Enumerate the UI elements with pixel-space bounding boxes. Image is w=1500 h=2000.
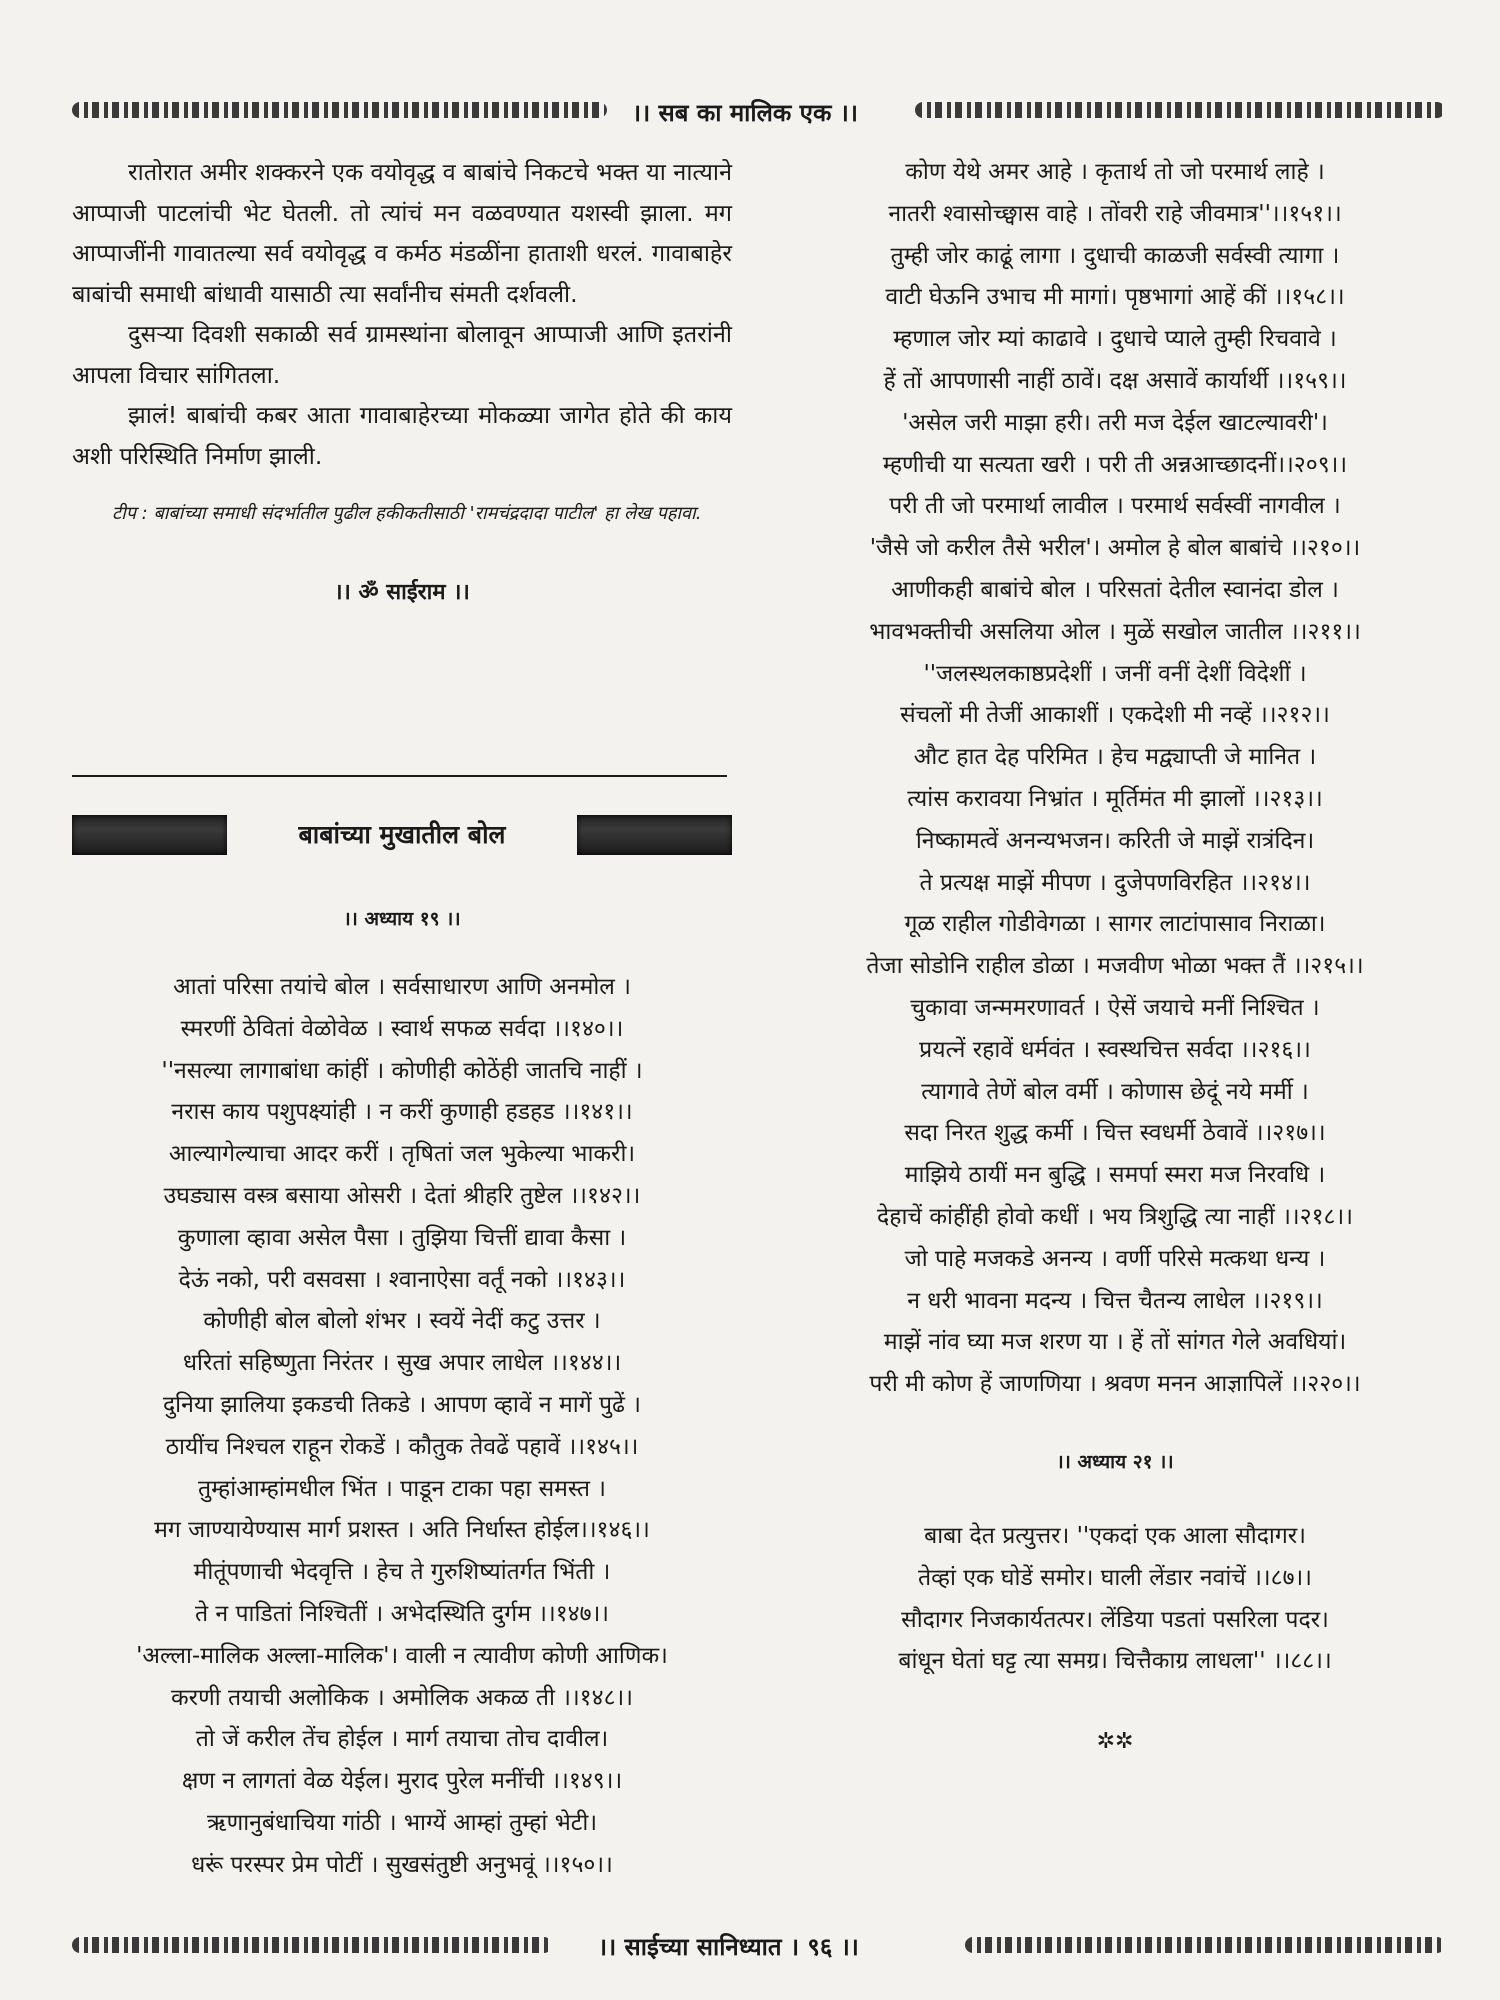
verse-line: आतां परिसा तयांचे बोल । सर्वसाधारण आणि अनमोल । xyxy=(173,974,631,1000)
verse-line: मीतूंपणाची भेदवृत्ति । हेच ते गुरुशिष्यांतर्गत भिंती । xyxy=(193,1559,611,1586)
verse-line: ''जलस्थलकाष्ठप्रदेशीं । जनीं वनीं देशीं विदेशीं । xyxy=(923,660,1307,687)
banner-bar-left xyxy=(72,815,227,855)
verse-line: ते प्रत्यक्ष माझें मीपण । दुजेपणविरहित ।।२१४।। xyxy=(919,869,1311,896)
om-sairam: ।। ॐ साईराम ।। xyxy=(334,580,470,605)
verse-line: देऊं नको, परी वसवसा । श्वानाऐसा वर्तूं नको ।।१४३।। xyxy=(178,1266,626,1293)
verse-line: कोण येथे अमर आहे । कृतार्थ तो जो परमार्थ लाहे । xyxy=(905,159,1325,185)
footnote: टीप : बाबांच्या समाधी संदर्भातील पुढील हकीकतीसाठी 'रामचंद्रदादा पाटील' हा लेख पहावा. xyxy=(112,503,702,524)
verse-line: म्हणाल जोर म्यां काढावे । दुधाचे प्याले तुम्ही रिचवावे । xyxy=(893,326,1337,353)
footer-border-right xyxy=(965,1937,1445,1953)
verse-line: धरितां सहिष्णुता निरंतर । सुख अपार लाधेल ।।१४४।। xyxy=(182,1350,622,1377)
verse-line: उघड्यास वस्त्र बसाया ओसरी । देतां श्रीहरि तुष्टेल ।।१४२।। xyxy=(163,1182,641,1209)
verse-line: आणीकही बाबांचे बोल । परिसतां देतील स्वानंदा डोल । xyxy=(891,576,1339,603)
verse-line: माझिये ठायीं मन बुद्धि । समर्पा स्मरा मज निरवधि । xyxy=(904,1162,1326,1189)
verse-line: 'असेल जरी माझा हरी। तरी मज देईल खाटल्यावरी'। xyxy=(902,409,1328,436)
verse-line: कोणीही बोल बोलो शंभर । स्वयें नेदीं कटु उत्तर । xyxy=(203,1308,601,1335)
verse-line: न धरी भावना मदन्य । चित्त चैतन्य लाधेल ।।२१९।। xyxy=(907,1287,1323,1314)
verse-line: स्मरणीं ठेवितां वेळोवेळ । स्वार्थ सफळ सर्वदा ।।१४०।। xyxy=(180,1015,624,1042)
paragraph: दुसऱ्या दिवशी सकाळी सर्व ग्रामस्थांना बोलावून आप्पाजी आणि इतरांनी आपला विचार सांगितला. xyxy=(72,320,732,389)
verse-line: औट हात देह परिमित । हेच मद्व्याप्ती जे मानित । xyxy=(913,744,1317,771)
left-column xyxy=(72,152,732,606)
verse-line: ''नसल्या लागाबांधा कांहीं । कोणीही कोठेंही जातचि नाहीं । xyxy=(161,1057,643,1084)
chapter-heading: ।। अध्याय २१ ।। xyxy=(1056,1450,1174,1473)
right-column xyxy=(790,152,1440,1754)
verse-line: परी ती जो परमार्था लावील । परमार्थ सर्वस्वीं नागवील । xyxy=(889,493,1341,520)
header-title: ।। सब का मालिक एक ।। xyxy=(632,99,858,127)
verse-line: बाबा देत प्रत्युत्तर। ''एकदां एक आला सौदागर। xyxy=(924,1522,1306,1549)
verse-line: तेव्हां एक घोडें समोर। घाली लेंडार नवांचें ।।८७।। xyxy=(918,1564,1312,1591)
verse-line: तुम्ही जोर काढूं लागा । दुधाची काळजी सर्वस्वी त्यागा । xyxy=(890,242,1340,269)
verse-line: दुनिया झालिया इकडची तिकडे । आपण व्हावें न मागें पुढें । xyxy=(162,1391,642,1418)
paragraph: झालं! बाबांची कबर आता गावाबाहेरच्या मोकळ्या जागेत होते की काय अशी परिस्थिति निर्माण झाली. xyxy=(72,401,732,470)
verse-line: कुणाला व्हावा असेल पैसा । तुझिया चित्तीं द्यावा कैसा । xyxy=(177,1224,627,1251)
section-separator: ✲✲ xyxy=(1096,1729,1134,1755)
verse-line: संचलों मी तेजीं आकाशीं । एकदेशी मी नव्हें ।।२१२।। xyxy=(900,702,1330,729)
verse-line: बांधून घेतां घट्ट त्या समग्र। चित्तैकाग्र लाधला'' ।।८८।। xyxy=(898,1648,1332,1675)
verse-line: तुम्हांआम्हांमधील भिंत । पाडून टाका पहा समस्त । xyxy=(198,1475,606,1502)
header-border-right xyxy=(915,102,1445,118)
verse-list xyxy=(72,967,732,1887)
verse-line: धरूं परस्पर प्रेम पोटीं । सुखसंतुष्टी अनुभवूं ।।१५०।। xyxy=(191,1851,613,1878)
prose-block xyxy=(72,152,732,476)
verse-line: मग जाण्यायेण्यास मार्ग प्रशस्त । अति निर्धास्त होईल।।१४६।। xyxy=(154,1517,650,1544)
header-border-left xyxy=(72,102,607,118)
section-banner xyxy=(72,815,732,855)
verse-list xyxy=(790,1516,1440,1683)
verse-line: भावभक्तीची असलिया ओल । मुळें सखोल जातील ।।२११।। xyxy=(869,618,1361,645)
verse-line: तो जें करील तेंच होईल । मार्ग तयाचा तोच दावील। xyxy=(195,1726,609,1753)
verse-line: आल्यागेल्याचा आदर करीं । तृषितां जल भुकेल्या भाकरी। xyxy=(168,1141,636,1168)
verse-line: देहाचें कांहींही होवो कधीं । भय त्रिशुद्धि त्या नाहीं ।।२१८।। xyxy=(877,1203,1353,1230)
paragraph: रातोरात अमीर शक्करने एक वयोवृद्ध व बाबांचे निकटचे भक्त या नात्याने आप्पाजी पाटलांची भेट घेतली. तो त्यांचं मन वळवण्यात यशस्वी झाला. मग आप्पाजींनी गावातल्या सर्व वयोवृद्ध व कर्मठ मंडळींना हाताशी धरलं. गावाबाहेर बाबांची समाधी बांधावी यासाठी त्या सर्वांनीच संमती दर्शवली. xyxy=(72,158,732,308)
verse-line: सदा निरत शुद्ध कर्मी । चित्त स्वधर्मी ठेवावें ।।२१७।। xyxy=(904,1120,1326,1147)
verse-line: वाटी घेऊनि उभाच मी मागां। पृष्ठभागां आहें कीं ।।१५८।। xyxy=(885,284,1345,311)
verse-line: ऋणानुबंधाचिया गांठी । भाग्यें आम्हां तुम्हां भेटी। xyxy=(206,1809,598,1836)
verse-line: चुकावा जन्ममरणावर्त । ऐसें जयाचे मनीं निश्चित । xyxy=(910,994,1320,1021)
chapter-heading: ।। अध्याय १९ ।। xyxy=(343,908,461,930)
footer-title: ।। साईच्या सानिध्यात । ९६ ।। xyxy=(598,1933,859,1961)
verse-line: म्हणीची या सत्यता खरी । परी ती अन्नआच्छादनीं।।२०९।। xyxy=(882,451,1348,478)
verse-line: प्रयत्नें रहावें धर्मवंत । स्वस्थचित्त सर्वदा ।।२१६।। xyxy=(919,1036,1311,1063)
section-divider xyxy=(72,775,727,777)
banner-bar-right xyxy=(577,815,732,855)
verse-list xyxy=(790,152,1440,1406)
verse-line: 'अल्ला-मालिक अल्ला-मालिक'। वाली न त्यावीण कोणी आणिक। xyxy=(136,1642,668,1669)
verse-line: त्यांस करावया निभ्रांत । मूर्तिमंत मी झालों ।।२१३।। xyxy=(907,785,1323,812)
banner-title: बाबांच्या मुखातील बोल xyxy=(298,820,506,849)
verse-line: नातरी श्वासोच्छ्वास वाहे । तोंवरी राहे जीवमात्र''।।१५१।। xyxy=(888,200,1342,227)
verse-line: परी मी कोण हें जाणणिया । श्रवण मनन आज्ञापिलें ।।२२०।। xyxy=(869,1371,1361,1398)
left-verse-section xyxy=(72,905,732,1887)
verse-line: क्षण न लागतां वेळ येईल। मुराद पुरेल मनींची ।।१४९।। xyxy=(181,1768,623,1795)
verse-line: हें तों आपणासी नाहीं ठावें। दक्ष असावें कार्यार्थी ।।१५९।। xyxy=(883,367,1347,394)
verse-line: 'जैसे जो करील तैसे भरील'। अमोल हे बोल बाबांचे ।।२१०।। xyxy=(869,535,1361,562)
verse-line: सौदागर निजकार्यतत्पर। लेंडिया पडतां पसरिला पदर। xyxy=(901,1606,1329,1633)
verse-line: तेजा सोडोनि राहील डोळा । मजवीण भोळा भक्त तैं ।।२१५।। xyxy=(866,953,1364,980)
verse-line: त्यागावे तेणें बोल वर्मी । कोणास छेदूं नये मर्मी । xyxy=(921,1078,1309,1105)
verse-line: करणी तयाची अलोकिक । अमोलिक अकळ ती ।।१४८।। xyxy=(171,1684,633,1711)
verse-line: ठायींच निश्चल राहून रोकडें । कौतुक तेवढें पहावें ।।१४५।। xyxy=(165,1433,639,1460)
verse-line: जो पाहे मजकडे अनन्य । वर्णी परिसे मत्कथा धन्य । xyxy=(904,1245,1326,1272)
footer-border-left xyxy=(72,1937,552,1953)
verse-line: निष्कामत्वें अनन्यभजन। करिती जे माझें रात्रंदिन। xyxy=(915,827,1315,854)
verse-line: माझें नांव घ्या मज शरण या । हें तों सांगत गेले अवधियां। xyxy=(883,1329,1347,1356)
verse-line: नरास काय पशुपक्ष्यांही । न करीं कुणाही हडहड ।।१४१।। xyxy=(171,1099,633,1126)
verse-line: गूळ राहील गोडीवेगळा । सागर लाटांपासाव निराळा। xyxy=(904,911,1326,938)
verse-line: ते न पाडितां निश्चितीं । अभेदस्थिति दुर्गम ।।१४७।। xyxy=(194,1600,610,1627)
